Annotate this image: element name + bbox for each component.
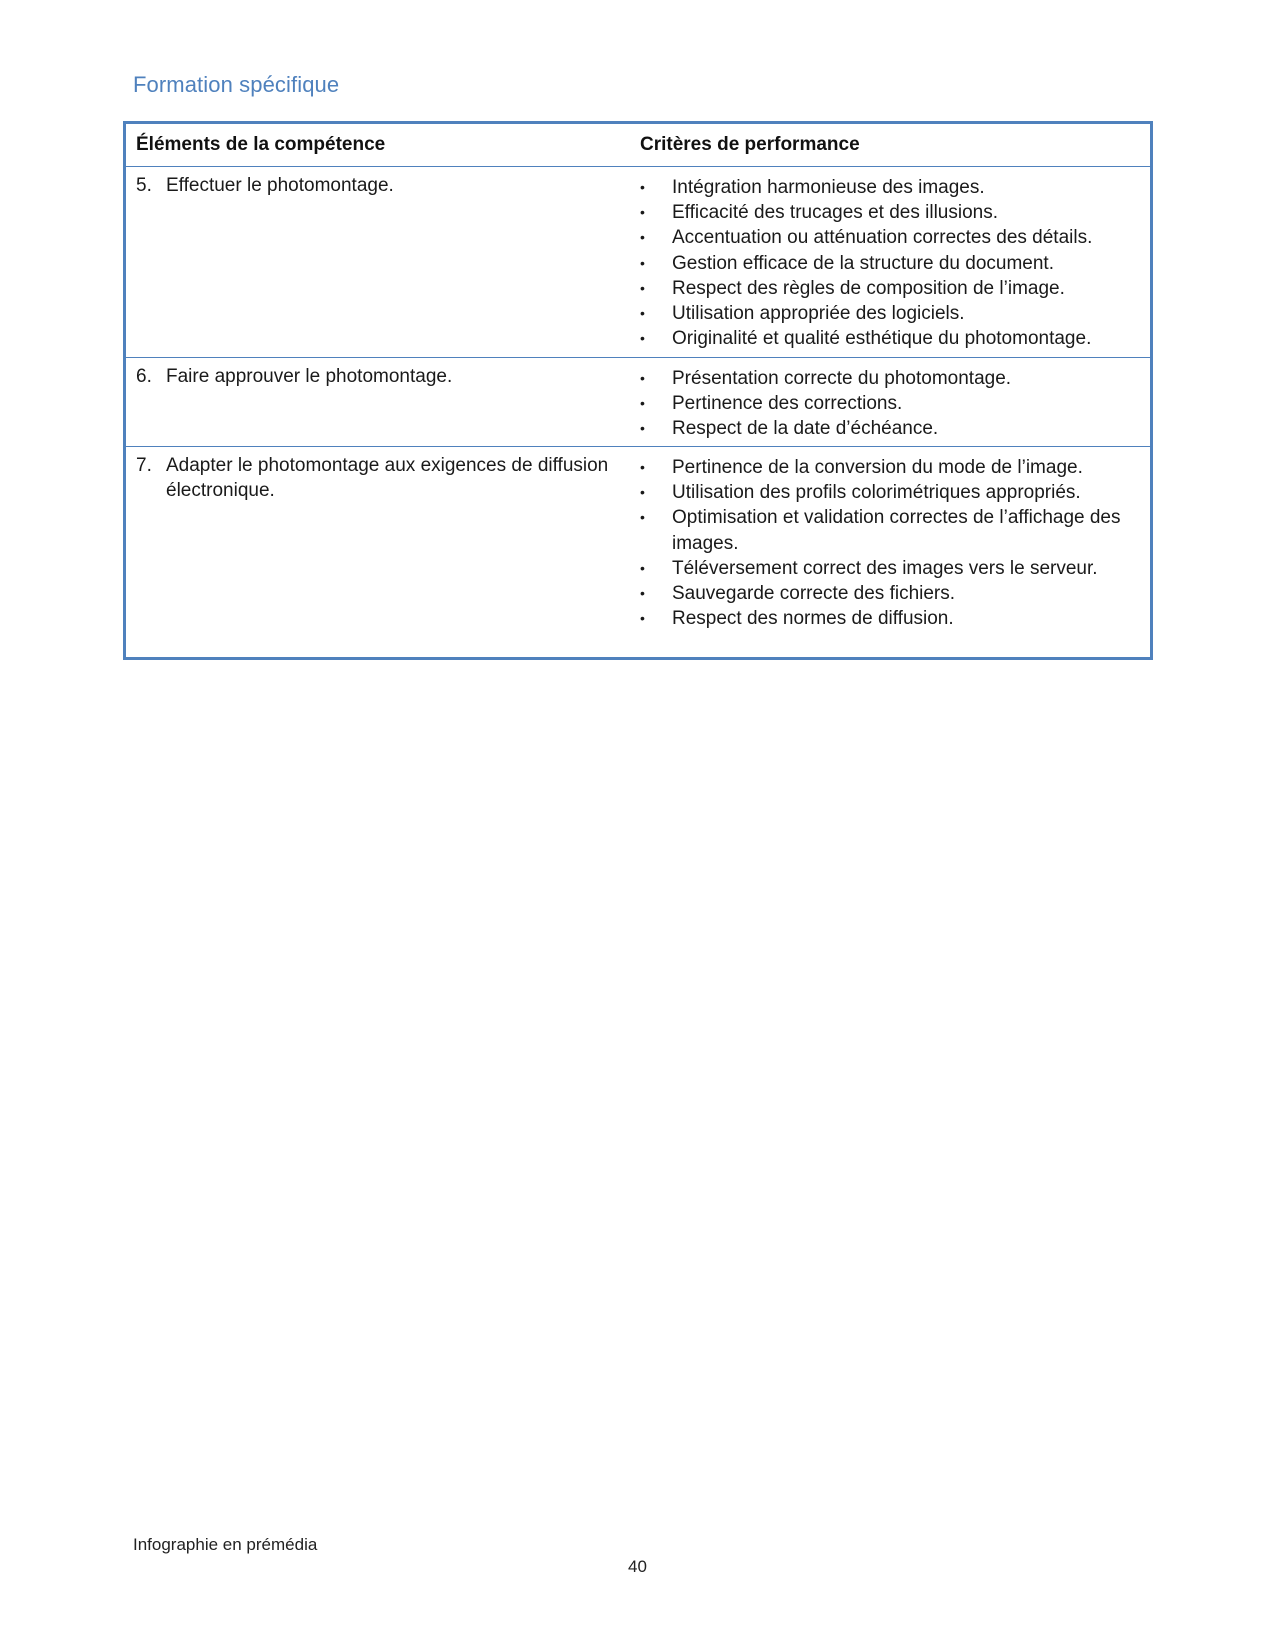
list-item [638,366,1150,391]
header-criteria: Critères de performance [640,134,860,155]
criterion-text: Sauvegarde correcte des fichiers. [672,583,956,605]
criteria-list [638,167,1150,357]
bullet-icon: • [640,370,645,386]
bullet-icon: • [640,559,645,576]
list-item [638,225,1150,250]
list-item [638,326,1150,351]
criterion-text: Téléversement correct des images vers le serveur. [672,557,1098,579]
list-item [638,175,1150,200]
criterion-text: Pertinence des corrections. [672,393,903,415]
criteria-cell [638,167,1150,357]
list-item [638,416,1150,441]
criterion-text: Respect de la date d’échéance. [672,418,939,440]
element-number: 5. [136,175,152,196]
bullet-icon: • [640,395,645,412]
criterion-text: Utilisation appropriée des logiciels. [672,303,965,325]
bullet-icon: • [640,459,645,475]
criterion-text: Originalité et qualité esthétique du photomontage. [672,328,1092,350]
bullet-icon: • [640,179,645,195]
element-text: Effectuer le photomontage. [166,175,394,196]
criterion-text: Présentation correcte du photomontage. [672,368,1012,389]
element-text: Adapter le photomontage aux exigences de diffusion électronique. [166,455,609,501]
page-number: 40 [628,1557,647,1576]
criterion-text: Respect des règles de composition de l’image. [672,277,1065,299]
element-number: 7. [136,455,152,476]
criterion-text: Pertinence de la conversion du mode de l’image. [672,457,1083,478]
criteria-list [638,447,1150,637]
criteria-cell [638,447,1150,657]
criteria-cell [638,358,1150,446]
table-row [126,446,1150,657]
bullet-icon: • [640,204,645,221]
bullet-icon: • [640,330,645,347]
criterion-text: Utilisation des profils colorimétriques appropriés. [672,482,1081,504]
bullet-icon: • [640,254,645,271]
header-elements: Éléments de la compétence [136,134,386,155]
criterion-text: Accentuation ou atténuation correctes des détails. [672,227,1093,249]
criterion-text: Efficacité des trucages et des illusions. [672,202,998,224]
criterion-text: Optimisation et validation correctes de l’affichage des images. [672,507,1121,554]
list-item [638,391,1150,416]
criteria-list [638,358,1150,448]
bullet-icon: • [640,509,645,526]
competence-table [123,121,1153,660]
bullet-icon: • [640,305,645,322]
criterion-text: Gestion efficace de la structure du document. [672,252,1054,274]
list-item [638,251,1150,276]
list-item [638,581,1150,606]
list-item [638,276,1150,301]
element-cell [126,167,638,357]
table-header-row [126,124,1150,166]
list-item [638,606,1150,631]
element-cell [126,358,638,446]
table-row [126,357,1150,446]
section-title: Formation spécifique [133,72,340,97]
list-item [638,505,1150,555]
element-text: Faire approuver le photomontage. [166,366,453,387]
bullet-icon: • [640,420,645,437]
table-row [126,166,1150,357]
criterion-text: Intégration harmonieuse des images. [672,177,985,198]
list-item [638,301,1150,326]
list-item [638,480,1150,505]
bullet-icon: • [640,610,645,627]
element-number: 6. [136,366,152,387]
bullet-icon: • [640,279,645,296]
footer-program: Infographie en prémédia [133,1535,318,1554]
bullet-icon: • [640,484,645,501]
list-item [638,200,1150,225]
bullet-icon: • [640,229,645,246]
element-cell [126,447,638,657]
list-item [638,556,1150,581]
bullet-icon: • [640,585,645,602]
list-item [638,455,1150,480]
criterion-text: Respect des normes de diffusion. [672,608,954,630]
